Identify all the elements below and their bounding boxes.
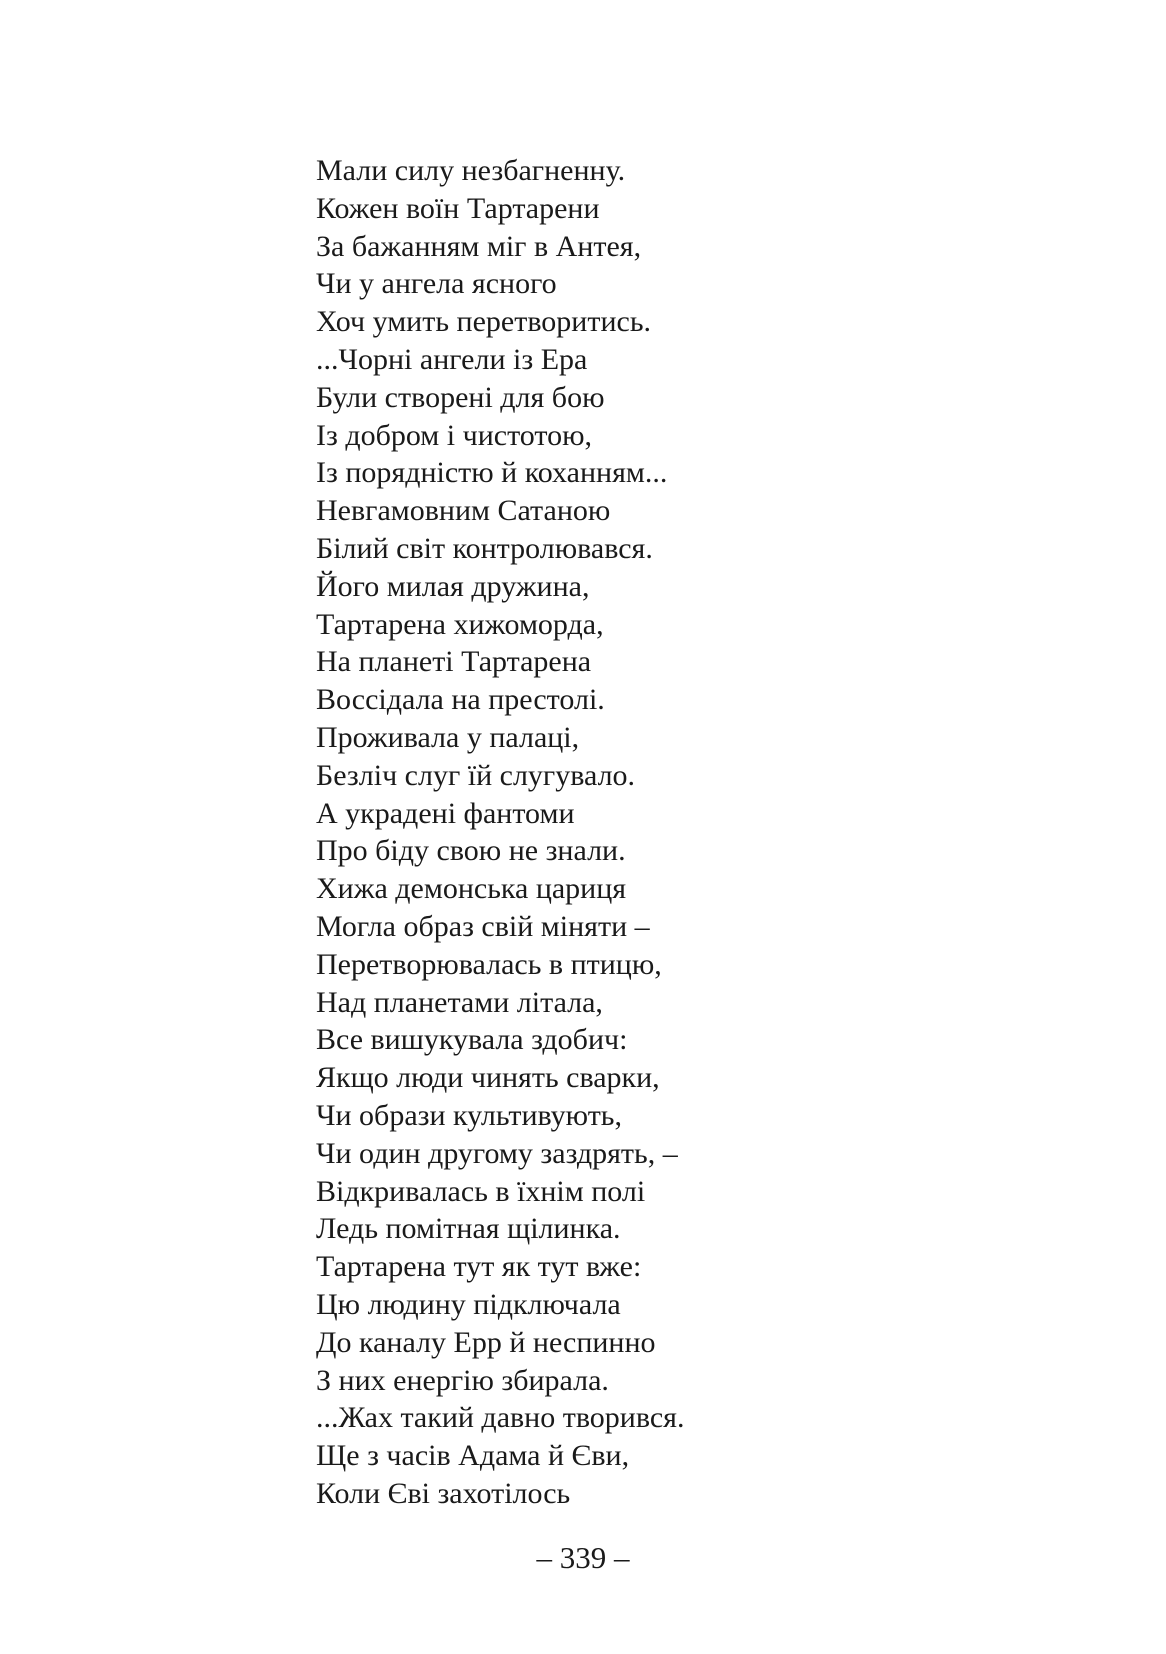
poem-line: Кожен воїн Тартарени: [316, 191, 600, 225]
poem-line: ...Чорні ангели із Ера: [316, 342, 588, 376]
poem-text: [316, 152, 684, 1513]
poem-line: Перетворювалась в птицю,: [316, 947, 662, 981]
poem-line: Відкривалась в їхнім полі: [316, 1174, 646, 1208]
poem-line: На планеті Тартарена: [316, 645, 592, 679]
poem-line: Хижа демонська цариця: [316, 872, 627, 906]
poem-line: Цю людину підключала: [316, 1287, 621, 1321]
poem-line: Тартарена тут як тут вже:: [316, 1250, 642, 1284]
poem-line: Білий світ контролювався.: [316, 531, 653, 565]
poem-line: Із порядністю й коханням...: [316, 456, 668, 490]
poem-line: ...Жах такий давно творився.: [316, 1401, 685, 1435]
poem-line: Хоч умить перетворитись.: [316, 305, 651, 339]
poem-line: Мали силу незбагненну.: [316, 154, 626, 187]
poem-line: Із добром і чистотою,: [316, 418, 593, 452]
page-number: – 339 –: [536, 1540, 630, 1575]
poem-line: Чи один другому заздрять, –: [316, 1136, 678, 1170]
poem-line: Чи у ангела ясного: [316, 267, 557, 301]
poem-line: Над планетами літала,: [316, 985, 603, 1019]
poem-line: Могла образ свій міняти –: [316, 909, 650, 943]
poem-line: Якщо люди чинять сварки,: [316, 1061, 660, 1095]
poem-line: Ледь помітная щілинка.: [316, 1212, 621, 1246]
poem-line: Коли Єві захотілось: [316, 1476, 571, 1510]
poem-line: З них енергію збирала.: [316, 1363, 609, 1397]
poem-line: Тартарена хижоморда,: [316, 607, 604, 641]
poem-line: Ще з часів Адама й Єви,: [316, 1439, 630, 1473]
poem-line: Чи образи культивують,: [316, 1098, 622, 1132]
poem-line: Проживала у палаці,: [316, 720, 580, 754]
poem-line: Його милая дружина,: [316, 569, 590, 603]
poem-line: Все вишукувала здобич:: [316, 1023, 628, 1057]
poem-line: Про біду свою не знали.: [316, 834, 626, 868]
poem-line: Невгамовним Сатаною: [316, 494, 611, 528]
poem-line: За бажанням міг в Антея,: [316, 229, 642, 263]
poem-line: Були створені для бою: [316, 380, 605, 414]
poem-line: Безліч слуг їй слугувало.: [316, 758, 636, 792]
poem-line: А украдені фантоми: [316, 796, 575, 830]
poem-line: До каналу Ерр й неспинно: [316, 1325, 656, 1359]
poem-line: Воссідала на престолі.: [316, 683, 605, 717]
